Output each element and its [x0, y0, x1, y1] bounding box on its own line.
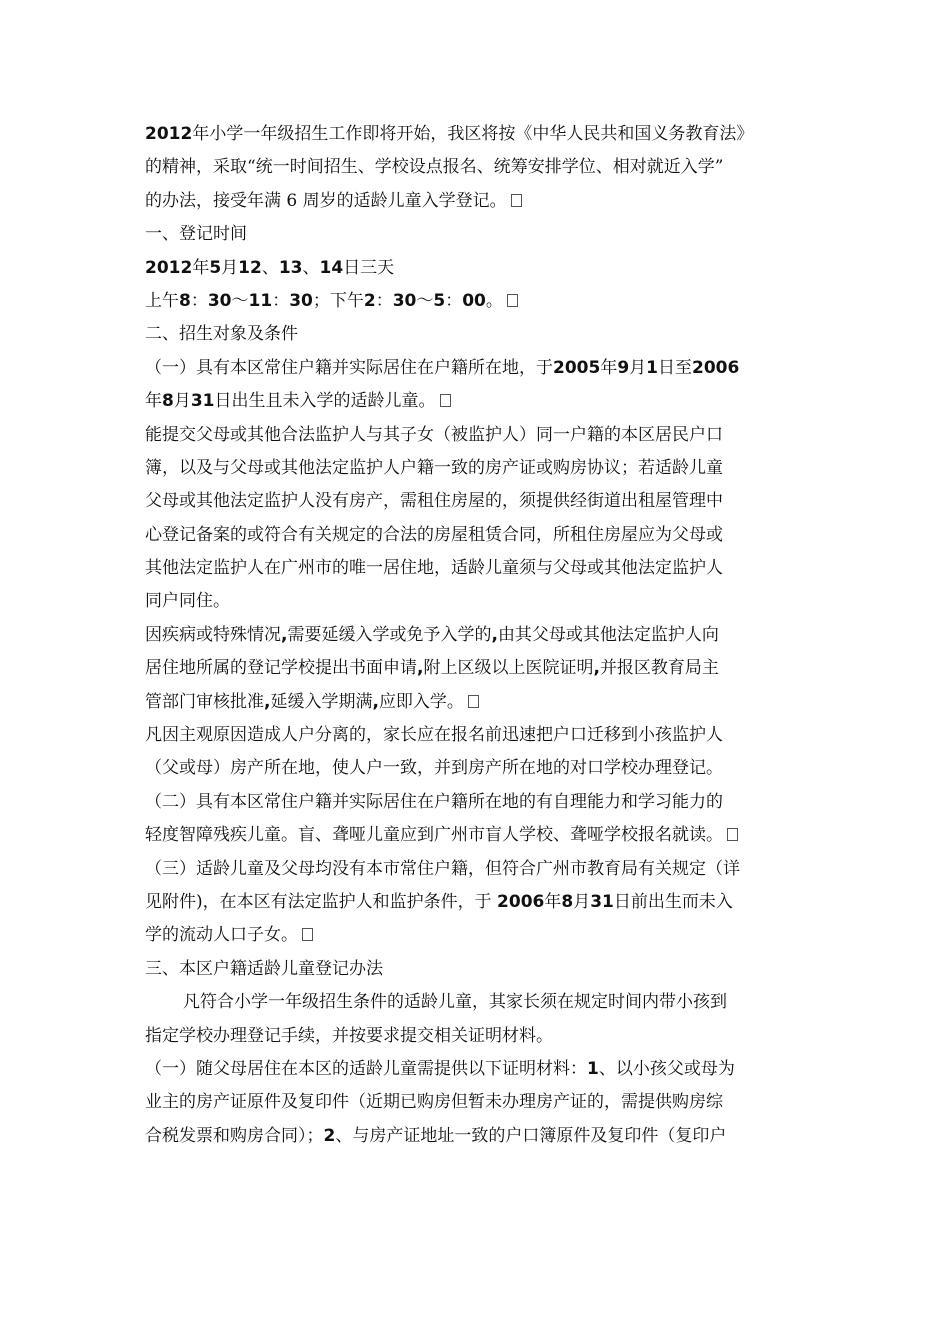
- text-line: 凡因主观原因造成人户分离的，家长应在报名前迅速把户口迁移到小孩监护人: [145, 725, 723, 746]
- text-line: 学的流动人口子女。: [145, 919, 810, 952]
- text-line: 见附件)，在本区有法定监护人和监护条件，于 2006年8月31日前出生而未入: [145, 891, 733, 912]
- text-line: 合税发票和购房合同）；2、与房产证地址一致的户口簿原件及复印件（复印户: [145, 1125, 727, 1146]
- text-line: （一）随父母居住在本区的适龄儿童需提供以下证明材料：1、以小孩父或母为: [145, 1058, 735, 1079]
- missing-glyph-box: [440, 394, 451, 407]
- missing-glyph-box: [468, 695, 479, 708]
- text-line: （三）适龄儿童及父母均没有本市常住户籍，但符合广州市教育局有关规定（详: [145, 858, 740, 879]
- text-line: 居住地所属的登记学校提出书面申请,附上区级以上医院证明,并报区教育局主: [145, 658, 719, 679]
- section-heading: 三、本区户籍适龄儿童登记办法: [145, 958, 383, 979]
- text-line: 的精神，采取“统一时间招生、学校设点报名、统筹安排学位、相对就近入学”: [145, 157, 724, 178]
- text-line: 簿，以及与父母或其他法定监护人户籍一致的房产证或购房协议；若适龄儿童: [145, 457, 723, 478]
- text-line: 2012年小学一年级招生工作即将开始，我区将按《中华人民共和国义务教育法》: [145, 124, 754, 144]
- text-line: 能提交父母或其他合法监护人与其子女（被监护人）同一户籍的本区居民户口: [145, 424, 723, 445]
- text-line: 2012年5月12、13、14日三天: [145, 257, 395, 278]
- document-body: [145, 118, 810, 1153]
- text-line: （二）具有本区常住户籍并实际居住在户籍所在地的有自理能力和学习能力的: [145, 791, 723, 812]
- text-line: 凡符合小学一年级招生条件的适龄儿童，其家长须在规定时间内带小孩到: [183, 992, 727, 1013]
- text-line: （父或母）房产所在地，使人户一致，并到房产所在地的对口学校办理登记。: [145, 758, 723, 779]
- section-heading: 一、登记时间: [145, 224, 247, 245]
- missing-glyph-box: [507, 294, 518, 307]
- text-line: 父母或其他法定监护人没有房产，需租住房屋的，须提供经街道出租屋管理中: [145, 491, 723, 512]
- text-line: 其他法定监护人在广州市的唯一居住地，适龄儿童须与父母或其他法定监护人: [145, 558, 723, 579]
- text-line: 指定学校办理登记手续，并按要求提交相关证明材料。: [145, 1025, 553, 1046]
- text-line: 同户同住。: [145, 591, 230, 612]
- text-line: 管部门审核批准,延缓入学期满,应即入学。: [145, 686, 810, 719]
- text-line: 业主的房产证原件及复印件（近期已购房但暂未办理房产证的，需提供购房综: [145, 1092, 723, 1113]
- text-line: 年8月31日出生且未入学的适龄儿童。: [145, 385, 810, 418]
- text-line: （一）具有本区常住户籍并实际居住在户籍所在地，于2005年9月1日至2006: [145, 357, 740, 378]
- missing-glyph-box: [302, 928, 313, 941]
- text-line: 心登记备案的或符合有关规定的合法的房屋租赁合同，所租住房屋应为父母或: [145, 524, 723, 545]
- missing-glyph-box: [727, 828, 738, 841]
- text-line: 因疾病或特殊情况,需要延缓入学或免予入学的,由其父母或其他法定监护人向: [145, 624, 719, 645]
- text-line: 轻度智障残疾儿童。盲、聋哑儿童应到广州市盲人学校、聋哑学校报名就读。: [145, 819, 810, 852]
- text-line: 上午8：30～11：30；下午2：30～5：00。: [145, 285, 810, 318]
- text-line: 的办法，接受年满 6 周岁的适龄儿童入学登记。: [145, 185, 810, 218]
- section-heading: 二、招生对象及条件: [145, 324, 298, 345]
- missing-glyph-box: [511, 194, 522, 207]
